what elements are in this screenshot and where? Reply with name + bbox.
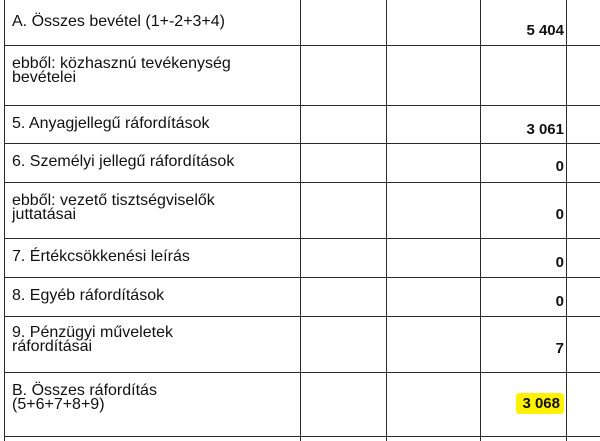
- row-label: 8. Egyéb ráfordítások: [12, 287, 165, 304]
- row-divider: [4, 143, 600, 144]
- row-value: 0: [555, 293, 564, 310]
- row-label: 9. Pénzügyi műveletek ráfordításai: [12, 324, 173, 355]
- column-divider: [386, 0, 387, 441]
- row-label: B. Összes ráfordítás (5+6+7+8+9): [12, 382, 157, 413]
- row-value: 5 404: [526, 22, 564, 39]
- row-label: ebből: vezető tisztségviselők juttatásai: [12, 192, 215, 223]
- row-divider: [4, 316, 600, 317]
- row-divider: [4, 277, 600, 278]
- row-label: A. Összes bevétel (1+-2+3+4): [12, 13, 225, 30]
- row-label: 6. Személyi jellegű ráfordítások: [12, 153, 235, 170]
- row-divider: [4, 105, 600, 106]
- highlighted-total: 3 068: [516, 393, 564, 414]
- column-divider: [566, 0, 567, 441]
- row-value: 0: [555, 206, 564, 223]
- row-value: 0: [555, 158, 564, 175]
- row-value: 3 061: [526, 121, 564, 138]
- row-value: [516, 395, 564, 412]
- row-label: 5. Anyagjellegű ráfordítások: [12, 115, 210, 132]
- row-value: 7: [555, 340, 564, 357]
- row-label: 7. Értékcsökkenési leírás: [12, 248, 190, 265]
- row-divider: [4, 182, 600, 183]
- row-divider: [4, 436, 600, 437]
- row-divider: [4, 238, 600, 239]
- column-divider: [4, 0, 5, 441]
- column-divider: [300, 0, 301, 441]
- column-divider: [480, 0, 481, 441]
- row-divider: [4, 372, 600, 373]
- row-divider: [4, 45, 600, 46]
- row-value: 0: [555, 254, 564, 271]
- row-label: ebből: közhasznú tevékenység bevételei: [12, 55, 231, 86]
